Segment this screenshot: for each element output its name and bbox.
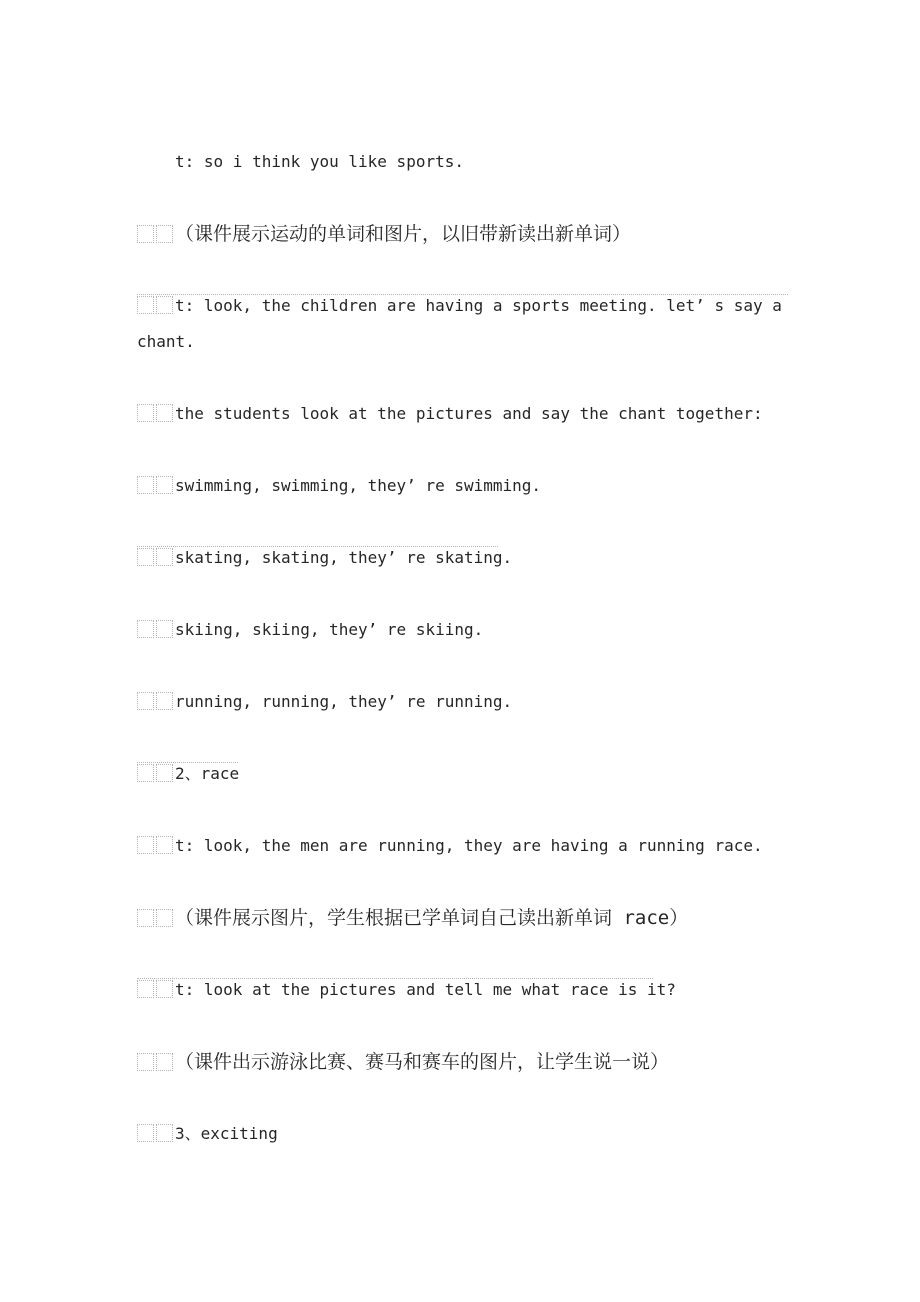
indent-space-mark <box>137 152 154 170</box>
paragraph-text: the students look at the pictures and say the chant together: <box>175 404 763 423</box>
indent-space-mark <box>137 225 154 243</box>
indent-space-mark <box>137 548 154 566</box>
paragraph <box>137 396 797 432</box>
indent-space-mark <box>137 980 154 998</box>
paragraph <box>137 900 797 936</box>
paragraph-text: t: look, the men are running, they are having a running race. <box>175 836 763 855</box>
paragraph-text: （课件出示游泳比赛、赛马和赛车的图片，让学生说一说） <box>175 1051 670 1073</box>
indent-space-mark <box>137 404 154 422</box>
indent-space-mark <box>156 152 173 170</box>
paragraph-text: skiing, skiing, they’ re skiing. <box>175 620 484 639</box>
paragraph-text: t: look at the pictures and tell me what race is it? <box>175 980 676 999</box>
indent-space-mark <box>137 1124 154 1142</box>
dotted-overline-artifact <box>137 546 498 547</box>
indent-space-mark <box>156 404 173 422</box>
paragraph-text: skating, skating, they’ re skating. <box>175 548 513 567</box>
paragraph-text: 2、race <box>175 764 240 783</box>
indent-space-mark <box>156 836 173 854</box>
dotted-overline-artifact <box>137 762 238 763</box>
paragraph <box>137 1044 797 1080</box>
indent-space-mark <box>156 476 173 494</box>
indent-space-mark <box>137 620 154 638</box>
paragraph <box>137 972 797 1008</box>
indent-space-mark <box>137 909 154 927</box>
paragraph <box>137 828 797 864</box>
indent-space-mark <box>137 476 154 494</box>
indent-space-mark <box>156 1124 173 1142</box>
paragraph <box>137 288 797 360</box>
paragraph-text: swimming, swimming, they’ re swimming. <box>175 476 542 495</box>
indent-space-mark <box>156 692 173 710</box>
indent-space-mark <box>137 296 154 314</box>
indent-space-mark <box>156 620 173 638</box>
paragraph <box>137 1116 797 1152</box>
paragraph-text: （课件展示图片，学生根据已学单词自己读出新单词 race） <box>175 907 689 929</box>
paragraph-text: t: look, the children are having a sports meeting. let’ s say a chant. <box>137 296 782 351</box>
indent-space-mark <box>156 296 173 314</box>
indent-space-mark <box>156 548 173 566</box>
paragraph-text: running, running, they’ re running. <box>175 692 513 711</box>
paragraph <box>137 540 797 576</box>
indent-space-mark <box>137 764 154 782</box>
indent-space-mark <box>156 1053 173 1071</box>
indent-space-mark <box>156 225 173 243</box>
indent-space-mark <box>137 836 154 854</box>
paragraph <box>137 216 797 252</box>
paragraph-text: t: so i think you like sports. <box>175 152 464 171</box>
paragraph-text: 3、exciting <box>175 1124 278 1143</box>
paragraph <box>137 612 797 648</box>
paragraph <box>137 468 797 504</box>
paragraph <box>137 756 797 792</box>
dotted-overline-artifact <box>137 978 653 979</box>
paragraph-text: （课件展示运动的单词和图片，以旧带新读出新单词） <box>175 223 632 245</box>
indent-space-mark <box>137 1053 154 1071</box>
paragraph <box>137 144 797 180</box>
dotted-overline-artifact <box>137 294 788 295</box>
indent-space-mark <box>156 909 173 927</box>
indent-space-mark <box>156 764 173 782</box>
indent-space-mark <box>156 980 173 998</box>
paragraph <box>137 684 797 720</box>
indent-space-mark <box>137 692 154 710</box>
